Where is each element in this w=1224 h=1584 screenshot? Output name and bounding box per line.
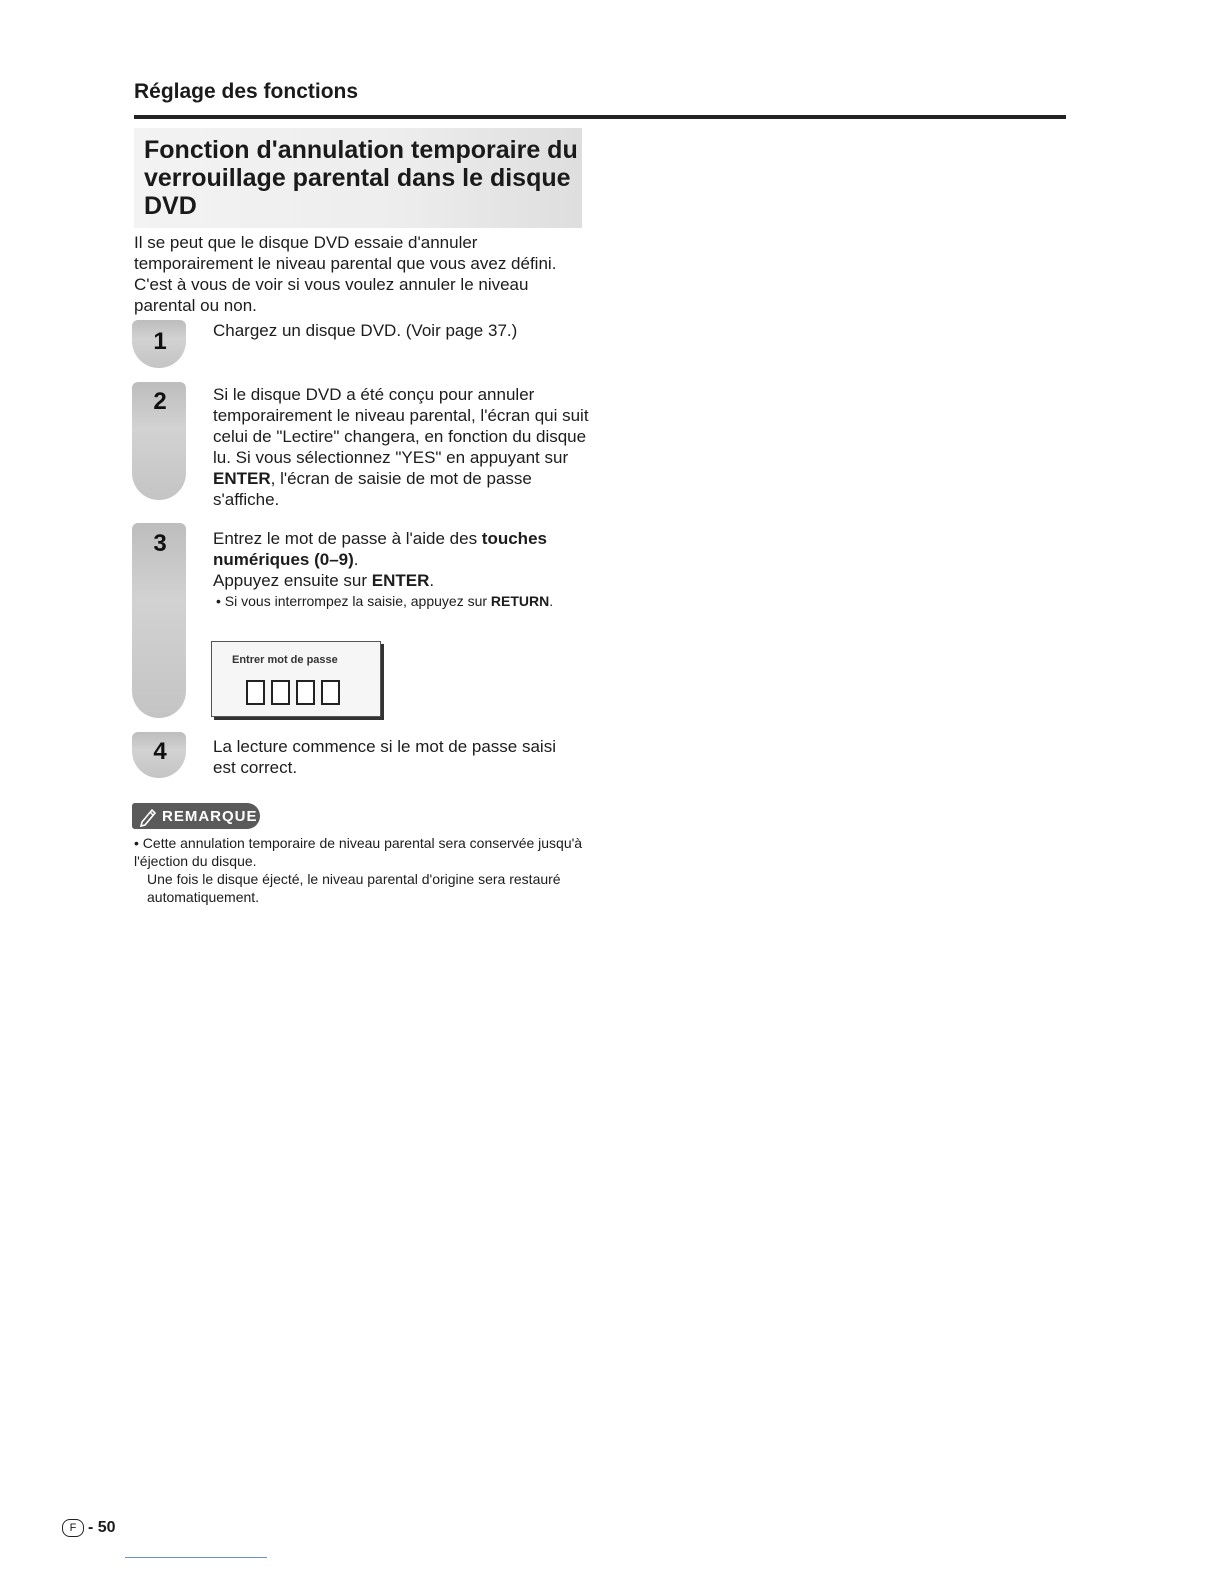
step-3-line2-after: . bbox=[429, 571, 435, 590]
step-4-text: La lecture commence si le mot de passe saisi est correct. bbox=[213, 737, 556, 777]
section-header: Réglage des fonctions bbox=[134, 80, 359, 103]
pencil-icon bbox=[138, 805, 160, 827]
osd-digit-boxes bbox=[246, 680, 340, 705]
remarque-badge bbox=[132, 803, 260, 829]
intro-paragraph: Il se peut que le disque DVD essaie d'annuler temporairement le niveau parental que vous avez défini. C'est à vous de voir si vous voulez annuler le niveau parental ou non. bbox=[134, 233, 557, 315]
step-2-text-after: , l'écran de saisie de mot de passe s'affiche. bbox=[213, 469, 532, 509]
step-2-number: 2 bbox=[153, 388, 167, 415]
step-1-number: 1 bbox=[153, 328, 167, 355]
header-rule bbox=[134, 115, 1066, 119]
remarque-line-2: Une fois le disque éjecté, le niveau parental d'origine sera restauré automatiquement. bbox=[147, 871, 561, 905]
page-number: - 50 bbox=[88, 1519, 116, 1536]
osd-label: Entrer mot de passe bbox=[232, 654, 338, 666]
remarque-line-1-text: Cette annulation temporaire de niveau parental sera conservée jusqu'à l'éjection du disque. bbox=[134, 835, 583, 869]
remarque-note bbox=[134, 834, 594, 906]
step-3-enter: ENTER bbox=[371, 571, 430, 590]
osd-digit-box bbox=[246, 680, 265, 705]
osd-digit-box bbox=[271, 680, 290, 705]
step-2-enter: ENTER bbox=[213, 469, 271, 488]
step-3-line2-before: Appuyez ensuite sur bbox=[213, 571, 372, 590]
step-3-numeric-keys: touches numériques (0–9) bbox=[213, 529, 547, 569]
osd-digit-box bbox=[296, 680, 315, 705]
step-3-number: 3 bbox=[153, 530, 167, 557]
step-3-return: RETURN bbox=[490, 593, 550, 609]
osd-digit-box bbox=[321, 680, 340, 705]
step-3-bullet bbox=[216, 592, 586, 610]
step-1-text: Chargez un disque DVD. (Voir page 37.) bbox=[213, 321, 518, 340]
password-osd-screen bbox=[211, 641, 381, 717]
step-3-bullet-before: Si vous interrompez la saisie, appuyez sur bbox=[224, 593, 491, 609]
circled-f-icon: F bbox=[62, 1519, 84, 1537]
step-2-text bbox=[213, 384, 593, 510]
bottom-rule bbox=[125, 1557, 267, 1558]
bullet-dot: • bbox=[134, 835, 143, 851]
step-3-line1-before: Entrez le mot de passe à l'aide des bbox=[213, 529, 482, 548]
remarque-line-1 bbox=[134, 834, 594, 870]
step-3-line1 bbox=[213, 528, 593, 570]
step-3-line1-after: . bbox=[353, 550, 359, 569]
step-2-text-before: Si le disque DVD a été conçu pour annuler temporairement le niveau parental, l'écran qui suit celui de "Lectire" changera, en fonction du disque lu. Si vous sélectionnez "YES" en appuyant sur bbox=[213, 385, 589, 467]
bullet-dot: • bbox=[216, 593, 225, 609]
step-4-number: 4 bbox=[153, 738, 167, 765]
step-3-line2 bbox=[213, 570, 593, 591]
remarque-label: REMARQUE bbox=[162, 807, 258, 825]
page-marker bbox=[62, 1519, 116, 1537]
step-3-bullet-after: . bbox=[549, 593, 554, 609]
page-title: Fonction d'annulation temporaire du verrouillage parental dans le disque DVD bbox=[144, 136, 578, 220]
